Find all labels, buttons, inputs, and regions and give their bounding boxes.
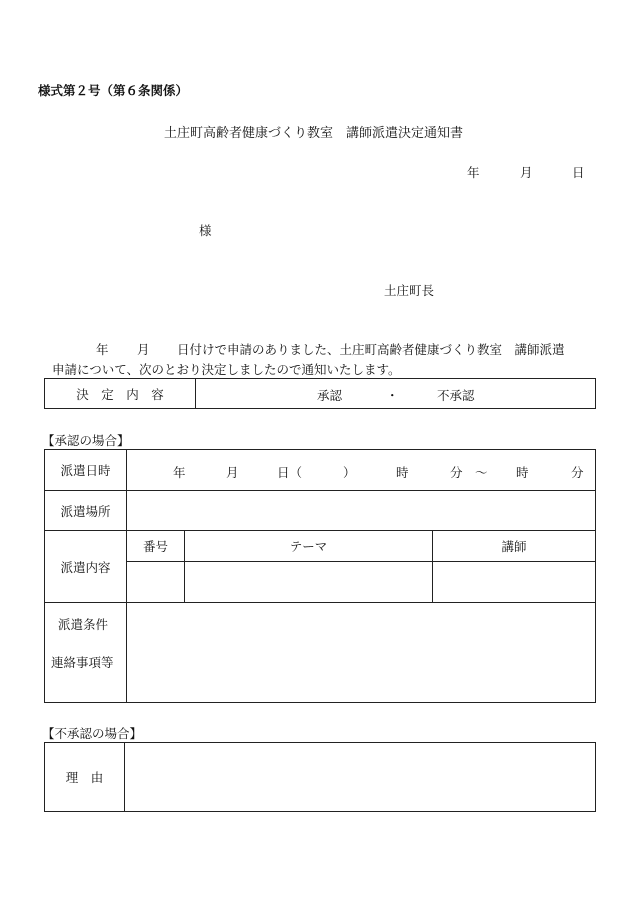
body-line1: 日付けで申請のありました、土庄町高齢者健康づくり教室 講師派遣 xyxy=(177,342,565,357)
date-year: 年 xyxy=(467,165,480,180)
contact-label: 連絡事項等 xyxy=(51,655,114,670)
rejected-heading: 【不承認の場合】 xyxy=(42,726,143,741)
date-day: 日 xyxy=(572,165,585,180)
rejected-table xyxy=(44,742,596,812)
dt-close: ） xyxy=(343,465,356,480)
reason-label: 理 由 xyxy=(45,743,125,812)
lecturer-field[interactable] xyxy=(433,562,596,603)
approved-heading: 【承認の場合】 xyxy=(42,433,130,448)
dt-month: 月 xyxy=(226,465,239,480)
conditions-label: 派遣条件 xyxy=(58,617,109,632)
dt-tilde: ～ xyxy=(475,465,488,480)
form-number: 様式第２号（第６条関係） xyxy=(38,83,189,98)
col-theme: テーマ xyxy=(185,531,433,562)
option-separator: ・ xyxy=(386,388,399,403)
dt-year: 年 xyxy=(173,465,186,480)
place-label: 派遣場所 xyxy=(45,491,127,531)
conditions-label-cell xyxy=(45,603,127,703)
addressee-suffix: 様 xyxy=(199,223,212,238)
body-month: 月 xyxy=(137,342,150,357)
theme-field[interactable] xyxy=(185,562,433,603)
decision-label: 決 定 内 容 xyxy=(45,379,196,409)
conditions-field[interactable] xyxy=(127,603,596,703)
decision-table xyxy=(44,378,596,409)
dt-hour1: 時 xyxy=(396,465,409,480)
place-field[interactable] xyxy=(127,491,596,531)
issuer: 土庄町長 xyxy=(384,283,435,298)
reason-field[interactable] xyxy=(125,743,596,812)
col-lecturer: 講師 xyxy=(433,531,596,562)
reject-option[interactable]: 不承認 xyxy=(437,388,475,403)
date-month: 月 xyxy=(520,165,533,180)
dt-minute1: 分 xyxy=(450,465,463,480)
datetime-label: 派遣日時 xyxy=(45,450,127,491)
content-label: 派遣内容 xyxy=(45,531,127,603)
dt-minute2: 分 xyxy=(571,465,584,480)
approve-option[interactable]: 承認 xyxy=(317,388,343,403)
body-year: 年 xyxy=(96,342,109,357)
body-line2: 申請について、次のとおり決定しましたので通知いたします。 xyxy=(52,362,401,377)
number-field[interactable] xyxy=(127,562,185,603)
dt-day: 日（ xyxy=(277,465,303,480)
datetime-field[interactable] xyxy=(127,450,596,491)
dt-hour2: 時 xyxy=(516,465,529,480)
decision-options xyxy=(196,379,596,409)
col-number: 番号 xyxy=(127,531,185,562)
approved-table xyxy=(44,449,596,703)
document-title: 土庄町高齢者健康づくり教室 講師派遣決定通知書 xyxy=(164,126,464,141)
